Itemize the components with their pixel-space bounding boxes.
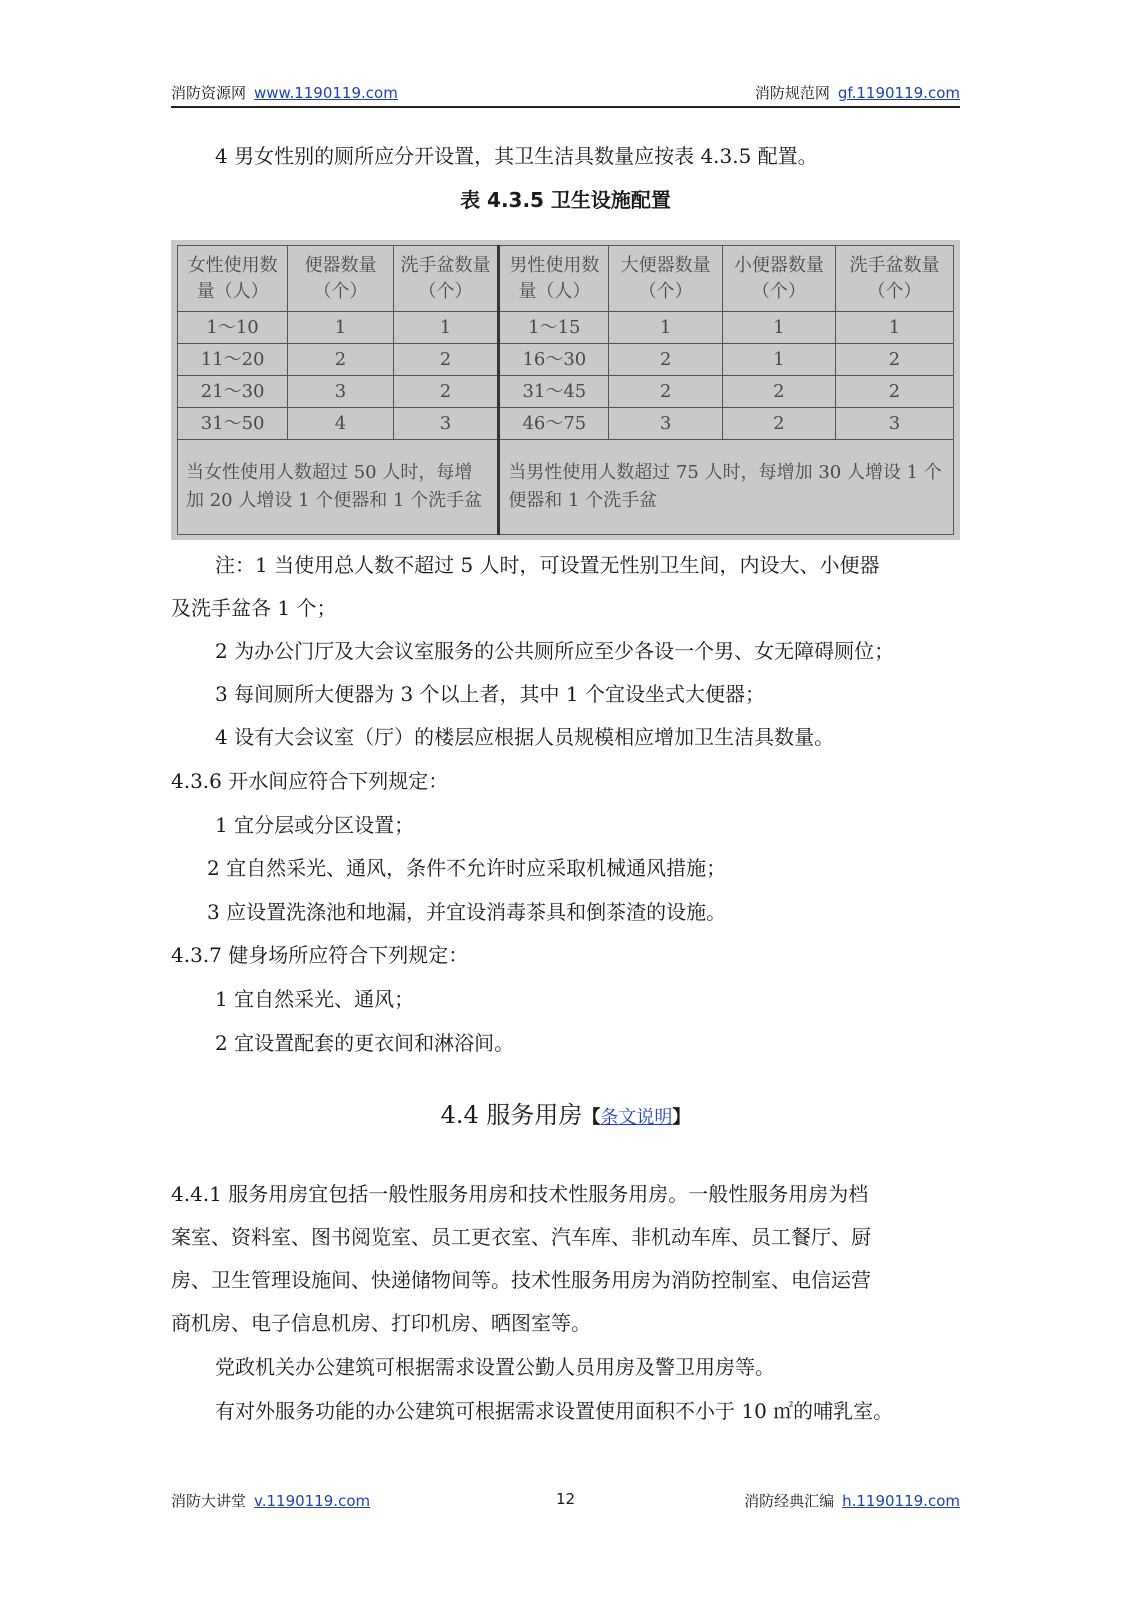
header-cell: 洗手盆数量（个） [836, 246, 954, 312]
table-row [178, 344, 954, 376]
header-left-label: 消防资源网 [171, 84, 247, 102]
table-cell: 1 [836, 312, 954, 344]
table-row [178, 376, 954, 408]
table-cell: 31～50 [178, 408, 288, 440]
table-cell: 1 [288, 312, 394, 344]
table-cell: 3 [393, 408, 499, 440]
footer-right [744, 1490, 960, 1511]
header-right [755, 82, 960, 103]
clause-4-3-6-item: 2 宜自然采光、通风，条件不允许时应采取机械通风措施； [207, 856, 727, 880]
table-cell: 2 [393, 376, 499, 408]
header-cell: 大便器数量（个） [609, 246, 722, 312]
note-1a: 注：1 当使用总人数不超过 5 人时，可设置无性别卫生间，内设大、小便器 [215, 553, 880, 577]
note-2: 2 为办公门厅及大会议室服务的公共厕所应至少各设一个男、女无障碍厕位； [215, 639, 895, 663]
header-right-label: 消防规范网 [754, 84, 830, 102]
table-caption: 表 4.3.5 卫生设施配置 [460, 188, 671, 212]
header-cell: 男性使用数量（人） [499, 246, 609, 312]
clause-4-3-7-item: 2 宜设置配套的更衣间和淋浴间。 [215, 1031, 515, 1055]
table-cell: 1 [722, 312, 835, 344]
table-cell: 4 [288, 408, 394, 440]
table-cell: 11～20 [178, 344, 288, 376]
table-cell: 46～75 [499, 408, 609, 440]
clause-4-3-6-item: 3 应设置洗涤池和地漏，并宜设消毒茶具和倒茶渣的设施。 [207, 900, 727, 924]
paragraph-party-offices: 党政机关办公建筑可根据需求设置公勤人员用房及警卫用房等。 [215, 1355, 775, 1379]
bracket-close: 】 [672, 1107, 691, 1128]
bracket-open: 【 [582, 1107, 601, 1128]
intro-line: 4 男女性别的厕所应分开设置，其卫生洁具数量应按表 4.3.5 配置。 [215, 144, 818, 168]
note-1b: 及洗手盆各 1 个； [171, 596, 337, 620]
paragraph-nursing-room: 有对外服务功能的办公建筑可根据需求设置使用面积不小于 10 ㎡的哺乳室。 [215, 1399, 894, 1423]
table-row [178, 408, 954, 440]
header-right-link[interactable]: gf.1190119.com [837, 84, 960, 102]
header-cell: 小便器数量（个） [722, 246, 835, 312]
table-cell: 2 [393, 344, 499, 376]
page-footer [171, 1488, 960, 1512]
table-cell: 2 [836, 376, 954, 408]
footer-left-link[interactable]: v.1190119.com [254, 1492, 371, 1510]
note-3: 3 每间厕所大便器为 3 个以上者，其中 1 个宜设坐式大便器； [215, 682, 765, 706]
table-cell: 2 [722, 408, 835, 440]
header-cell: 女性使用数量（人） [178, 246, 288, 312]
footer-right-link[interactable]: h.1190119.com [842, 1492, 960, 1510]
table-cell: 2 [609, 344, 722, 376]
header-left-link[interactable]: www.1190119.com [254, 84, 398, 102]
table-cell: 31～45 [499, 376, 609, 408]
table-note-row [178, 440, 954, 535]
note-male: 当男性使用人数超过 75 人时，每增加 30 人增设 1 个便器和 1 个洗手盆 [499, 440, 954, 535]
note-4: 4 设有大会议室（厅）的楼层应根据人员规模相应增加卫生洁具数量。 [215, 725, 835, 749]
clause-4-3-7-item: 1 宜自然采光、通风； [215, 987, 415, 1011]
header-cell: 洗手盆数量（个） [393, 246, 499, 312]
table-cell: 2 [609, 376, 722, 408]
clause-4-4-1-line: 商机房、电子信息机房、打印机房、晒图室等。 [171, 1311, 591, 1335]
table-cell: 3 [609, 408, 722, 440]
note-female: 当女性使用人数超过 50 人时，每增加 20 人增设 1 个便器和 1 个洗手盆 [178, 440, 499, 535]
section-4-4-heading [0, 1101, 1131, 1132]
footer-right-label: 消防经典汇编 [744, 1492, 835, 1510]
clause-4-3-7-title: 4.3.7 健身场所应符合下列规定： [171, 943, 469, 967]
clause-4-3-6-title: 4.3.6 开水间应符合下列规定： [171, 769, 449, 793]
table-cell: 3 [836, 408, 954, 440]
table-row [178, 312, 954, 344]
clause-4-4-1-line: 房、卫生管理设施间、快递储物间等。技术性服务用房为消防控制室、电信运营 [171, 1268, 871, 1292]
section-4-4-title: 4.4 服务用房 [440, 1101, 583, 1129]
table-cell: 21～30 [178, 376, 288, 408]
clause-4-3-6-item: 1 宜分层或分区设置； [215, 813, 415, 837]
clause-4-4-1-line: 4.4.1 服务用房宜包括一般性服务用房和技术性服务用房。一般性服务用房为档 [171, 1182, 869, 1206]
header-cell: 便器数量（个） [288, 246, 394, 312]
sanitary-table-image [171, 240, 960, 540]
page-header [171, 80, 960, 108]
table-cell: 1～10 [178, 312, 288, 344]
header-left [171, 82, 398, 103]
table-cell: 3 [288, 376, 394, 408]
table-cell: 16～30 [499, 344, 609, 376]
table-cell: 2 [722, 376, 835, 408]
table-cell: 1 [393, 312, 499, 344]
clause-4-4-1-line: 案室、资料室、图书阅览室、员工更衣室、汽车库、非机动车库、员工餐厅、厨 [171, 1225, 871, 1249]
page-number: 12 [555, 1490, 576, 1508]
table-cell: 1 [722, 344, 835, 376]
footer-left-label: 消防大讲堂 [171, 1492, 247, 1510]
clause-explanation-link[interactable]: 条文说明 [600, 1107, 673, 1128]
table-cell: 2 [288, 344, 394, 376]
table-cell: 2 [836, 344, 954, 376]
table-header-row [178, 246, 954, 312]
sanitary-table [177, 245, 954, 535]
table-cell: 1～15 [499, 312, 609, 344]
table-cell: 1 [609, 312, 722, 344]
